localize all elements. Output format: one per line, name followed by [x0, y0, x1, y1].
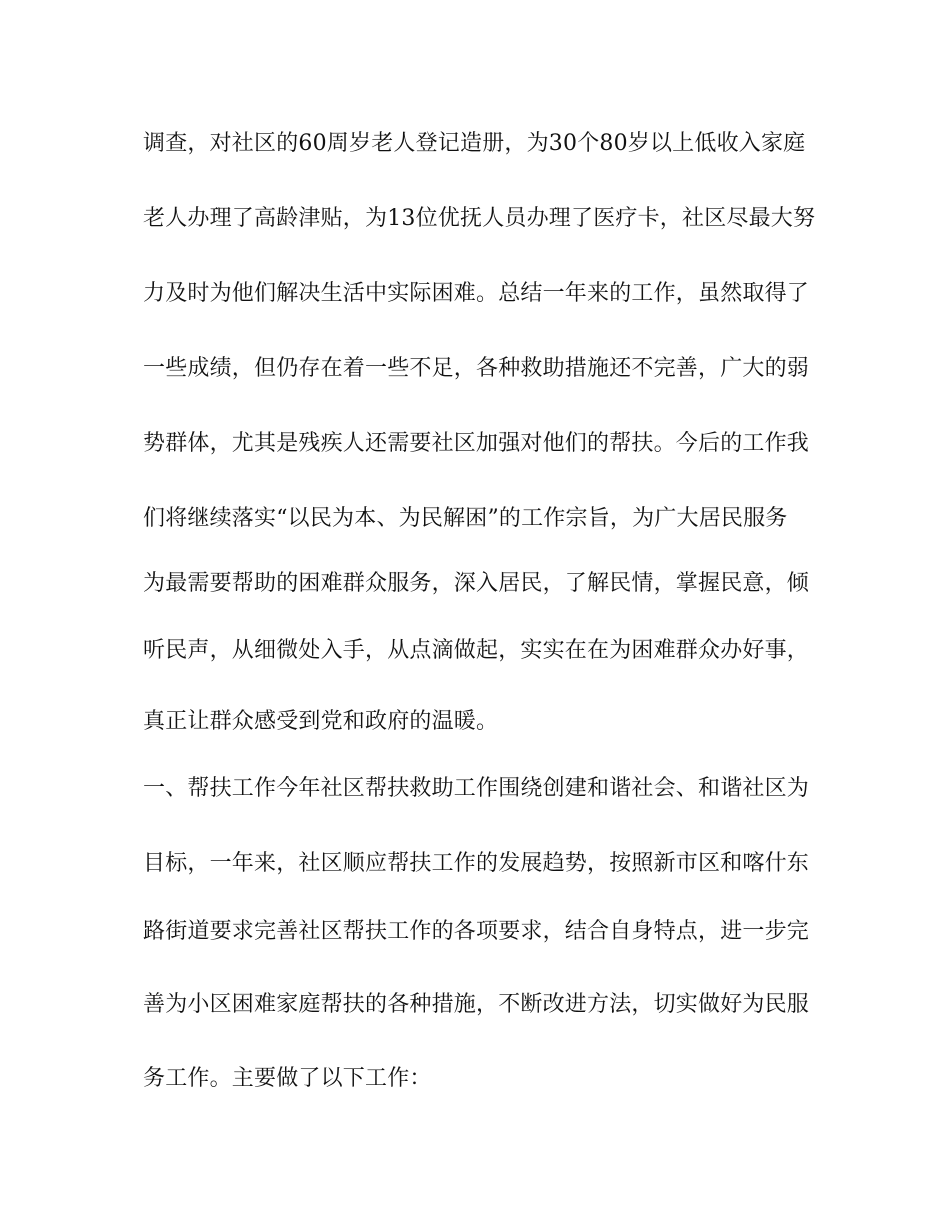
paragraph-line: 路街道要求完善社区帮扶工作的各项要求，结合自身特点，进一步完 — [143, 919, 810, 944]
paragraph-line: 真正让群众感受到党和政府的温暖。 — [143, 709, 499, 734]
paragraph-line: 势群体，尤其是残疾人还需要社区加强对他们的帮扶。今后的工作我 — [143, 431, 810, 456]
section-heading-line: 一、帮扶工作今年社区帮扶救助工作围绕创建和谐社会、和谐社区为 — [143, 776, 810, 801]
paragraph-line: 务工作。主要做了以下工作： — [143, 1066, 432, 1091]
paragraph-line: 为最需要帮助的困难群众服务，深入居民，了解民情，掌握民意，倾 — [143, 571, 810, 596]
paragraph-line: 力及时为他们解决生活中实际困难。总结一年来的工作，虽然取得了 — [143, 281, 810, 306]
paragraph-line: 们将继续落实“以民为本、为民解困”的工作宗旨，为广大居民服务 — [143, 506, 788, 531]
paragraph-line: 目标，一年来，社区顺应帮扶工作的发展趋势，按照新市区和喀什东 — [143, 851, 810, 876]
paragraph-line: 调查，对社区的60周岁老人登记造册，为30个80岁以上低收入家庭 — [143, 131, 806, 156]
paragraph-line: 善为小区困难家庭帮扶的各种措施，不断改进方法，切实做好为民服 — [143, 992, 810, 1017]
paragraph-line: 听民声，从细微处入手，从点滴做起，实实在在为困难群众办好事， — [143, 638, 810, 663]
paragraph-line: 一些成绩，但仍存在着一些不足，各种救助措施还不完善，广大的弱 — [143, 356, 810, 381]
paragraph-line: 老人办理了高龄津贴，为13位优抚人员办理了医疗卡，社区尽最大努 — [143, 206, 816, 231]
